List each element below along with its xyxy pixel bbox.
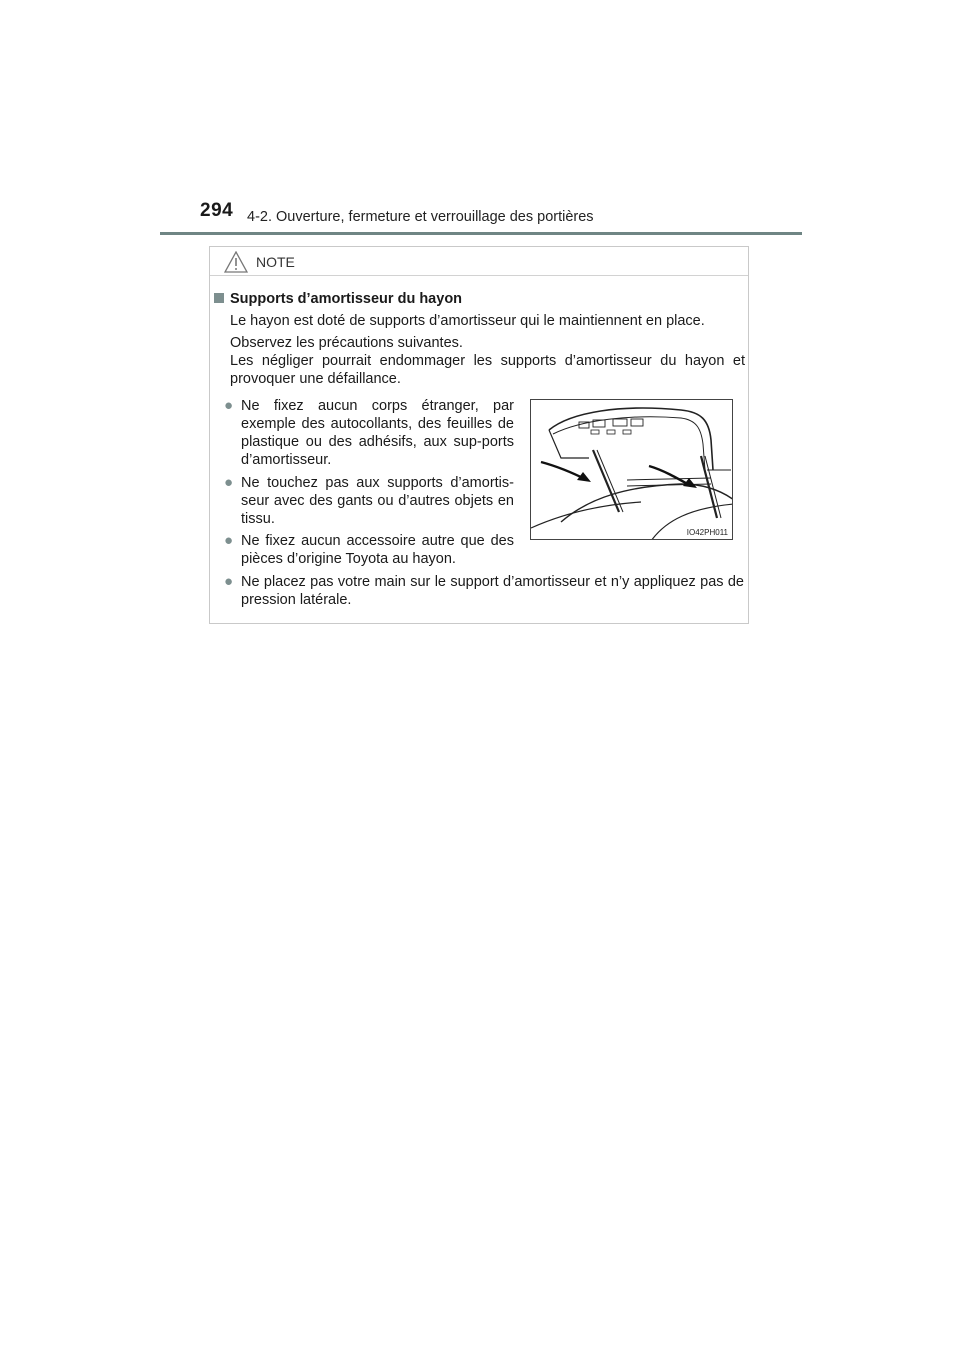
circle-bullet-icon: ● xyxy=(224,573,234,590)
warning-triangle-icon xyxy=(224,251,248,273)
circle-bullet-icon: ● xyxy=(224,474,234,491)
figure-code: IO42PH011 xyxy=(686,528,728,537)
square-bullet-icon xyxy=(214,293,224,303)
intro-paragraph: Le hayon est doté de supports d’amortisseur qui le maintiennent en place. xyxy=(230,313,705,329)
precaution-paragraph: Observez les précautions suivantes. xyxy=(230,335,463,351)
tailgate-damper-illustration xyxy=(531,400,733,540)
list-item-text: Ne placez pas votre main sur le support d’amortisseur et n’y appliquez pas de pression latérale. xyxy=(241,574,744,608)
list-item-text: Ne fixez aucun accessoire autre que des pièces d’origine Toyota au hayon. xyxy=(241,533,514,567)
subheading-text: Supports d’amortisseur du hayon xyxy=(230,291,463,307)
note-label: NOTE xyxy=(256,254,295,270)
tailgate-figure xyxy=(530,399,733,540)
list-item xyxy=(224,474,514,528)
circle-bullet-icon: ● xyxy=(224,532,234,549)
list-item-text: Ne fixez aucun corps étranger, par exemple des autocollants, des feuilles de plastique ou des adhésifs, aux sup-ports d’amortisseur. xyxy=(241,398,514,468)
note-box xyxy=(209,246,749,624)
circle-bullet-icon: ● xyxy=(224,397,234,414)
warning-paragraph: Les négliger pourrait endommager les supports d’amortisseur du hayon et provoquer une défaillance. xyxy=(230,353,745,387)
section-title: 4-2. Ouverture, fermeture et verrouillage des portières xyxy=(247,209,594,225)
list-item xyxy=(224,397,514,469)
list-item-text: Ne touchez pas aux supports d’amortis-seur avec des gants ou d’autres objets en tissu. xyxy=(241,475,514,527)
list-item xyxy=(224,532,514,568)
header-rule xyxy=(160,232,802,235)
note-header xyxy=(210,247,748,276)
list-item xyxy=(224,573,744,609)
subheading xyxy=(214,291,462,307)
page-number: 294 xyxy=(200,200,234,221)
